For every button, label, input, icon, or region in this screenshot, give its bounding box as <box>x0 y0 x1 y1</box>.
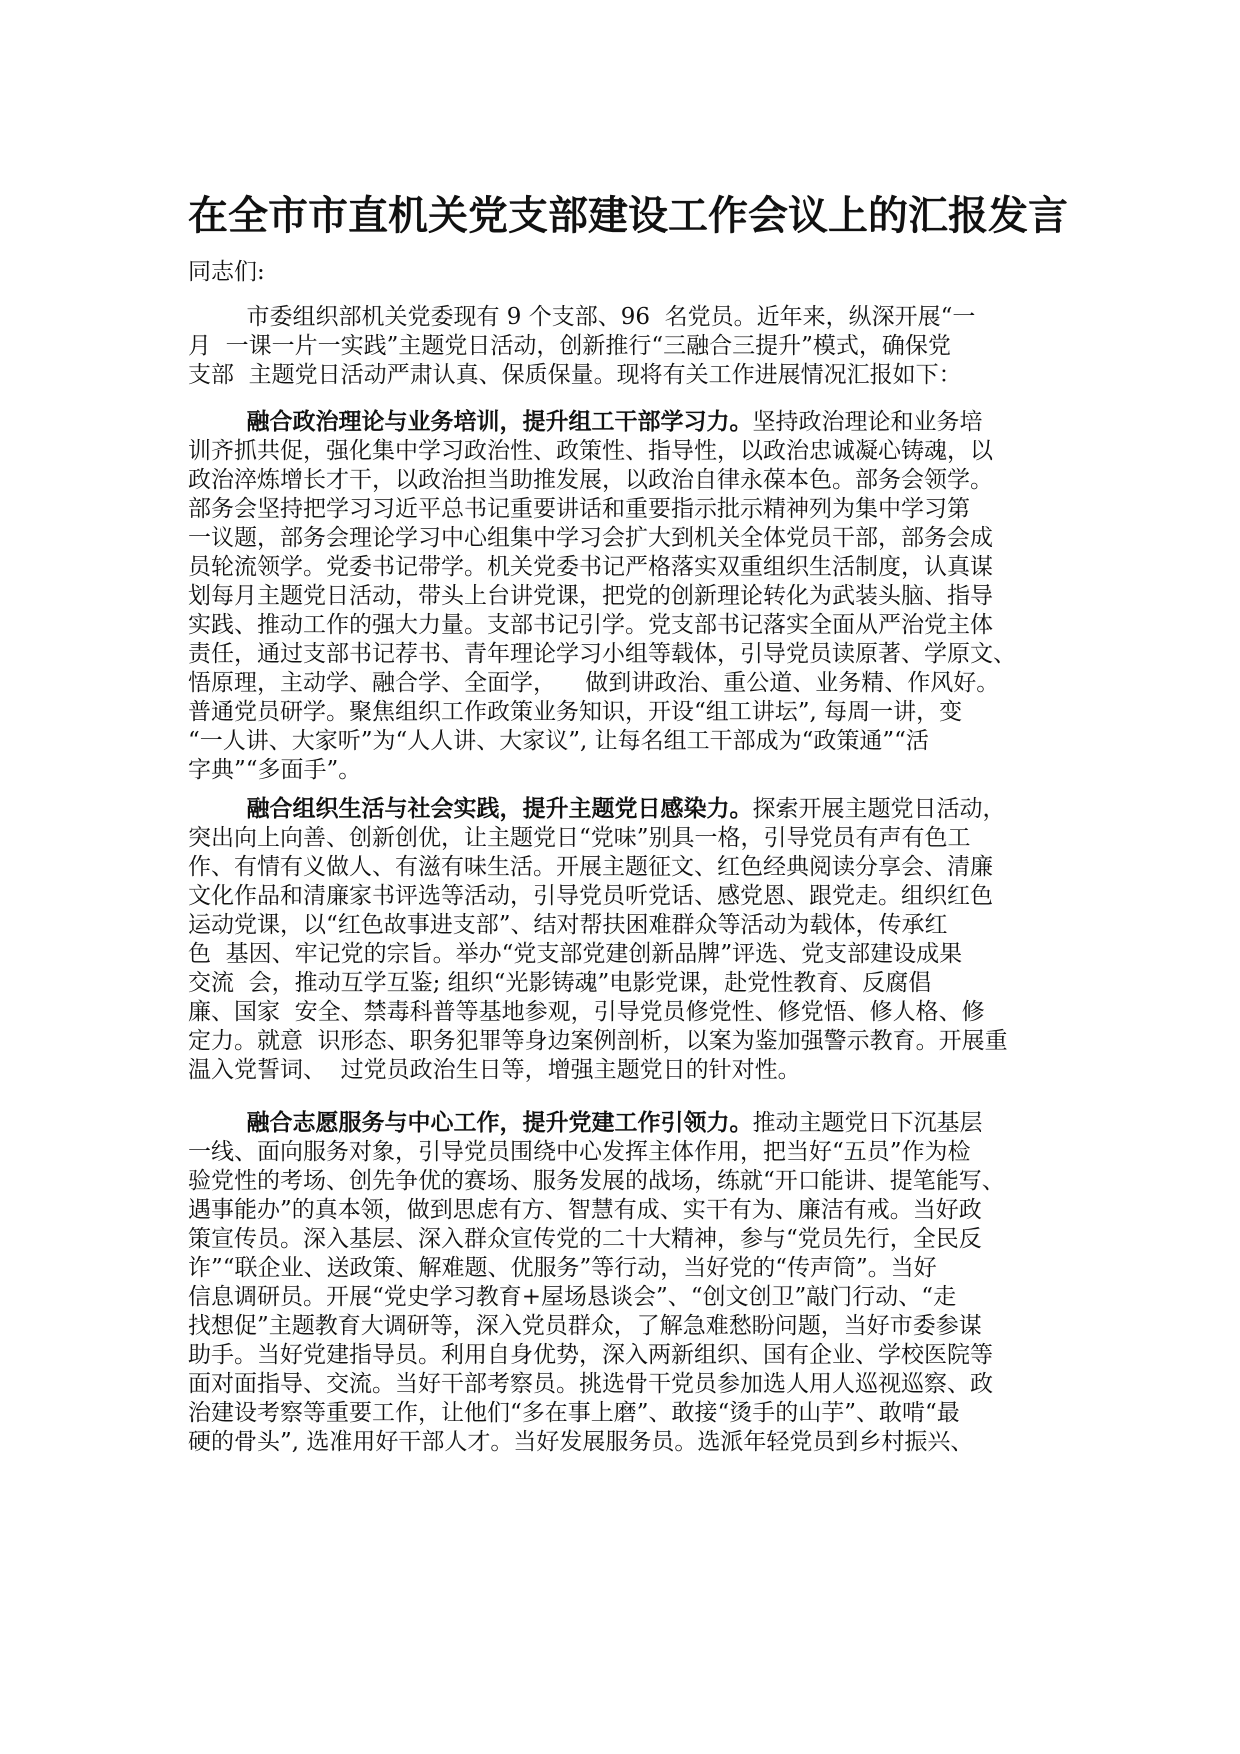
paragraph-line: 遇事能办”的真本领，做到思虑有方、智慧有成、实干有为、廉洁有戒。当好政 <box>188 1197 982 1223</box>
paragraph-line: 温入党誓词、 过党员政治生日等，增强主题党日的针对性。 <box>188 1057 801 1083</box>
paragraph-line: 定力。就意 识形态、职务犯罪等身边案例剖析，以案为鉴加强警示教育。开展重 <box>188 1028 1008 1054</box>
section-paragraph-3 <box>188 1108 1005 1457</box>
paragraph-line: 字典”“多面手”。 <box>188 757 362 783</box>
paragraph-line: 普通党员研学。聚焦组织工作政策业务知识，开设“组工讲坛”, 每周一讲，变 <box>188 699 963 725</box>
paragraph-line: 验党性的考场、创先争优的赛场、服务发展的战场，练就“开口能讲、提笔能写、 <box>188 1168 1005 1194</box>
section-paragraph-2 <box>188 794 1008 1085</box>
intro-line: 市委组织部机关党委现有 9 个支部、96 名党员。近年来，纵深开展“一 <box>188 304 976 330</box>
paragraph-line: 突出向上向善、创新创优，让主题党日“党味”别具一格，引导党员有声有色工 <box>188 825 971 851</box>
paragraph-line: 治建设考察等重要工作，让他们“多在事上磨”、敢接“烫手的山芋”、敢啃“最 <box>188 1400 960 1426</box>
paragraph-line: 实践、推动工作的强大力量。支部书记引学。党支部书记落实全面从严治党主体 <box>188 612 993 638</box>
paragraph-text: 坚持政治理论和业务培 <box>752 409 983 435</box>
paragraph-line: 文化作品和清廉家书评选等活动，引导党员听党话、感党恩、跟党走。组织红色 <box>188 883 993 909</box>
paragraph-line: 诈”“联企业、送政策、解难题、优服务”等行动，当好党的“传声筒”。当好 <box>188 1255 937 1281</box>
paragraph-line: 面对面指导、交流。当好干部考察员。挑选骨干党员参加选人用人巡视巡察、政 <box>188 1371 993 1397</box>
paragraph-line: 责任，通过支部书记荐书、青年理论学习小组等载体，引导党员读原著、学原文、 <box>188 641 1016 667</box>
paragraph-text: 推动主题党日下沉基层 <box>752 1110 983 1136</box>
paragraph-line: 助手。当好党建指导员。利用自身优势，深入两新组织、国有企业、学校医院等 <box>188 1342 993 1368</box>
section-heading: 融合政治理论与业务培训，提升组工干部学习力。 <box>246 408 753 435</box>
paragraph-line: 作、有情有义做人、有滋有味生活。开展主题征文、红色经典阅读分享会、清廉 <box>188 854 993 880</box>
paragraph-line: 政治淬炼增长才干，以政治担当助推发展，以政治自律永葆本色。部务会领学。 <box>188 467 993 493</box>
document-title: 在全市市直机关党支部建设工作会议上的汇报发言 <box>188 193 1068 239</box>
salutation: 同志们: <box>188 259 265 285</box>
paragraph-line: 信息调研员。开展“党史学习教育+屋场恳谈会”、“创文创卫”敲门行动、“走 <box>188 1284 957 1310</box>
paragraph-line: 廉、国家 安全、禁毒科普等基地参观，引导党员修党性、修党悟、修人格、修 <box>188 999 985 1025</box>
paragraph-line <box>188 407 1016 437</box>
paragraph-line: 部务会坚持把学习习近平总书记重要讲话和重要指示批示精神列为集中学习第 <box>188 496 970 522</box>
paragraph-line: 划每月主题党日活动，带头上台讲党课，把党的创新理论转化为武装头脑、指导 <box>188 583 993 609</box>
paragraph-line: 交流 会，推动互学互鉴; 组织“光影铸魂”电影党课，赴党性教育、反腐倡 <box>188 970 932 996</box>
paragraph-line: 悟原理，主动学、融合学、全面学， 做到讲政治、重公道、业务精、作风好。 <box>188 670 1000 696</box>
paragraph-line: 找想促”主题教育大调研等，深入党员群众，了解急难愁盼问题，当好市委参谋 <box>188 1313 982 1339</box>
intro-line: 月 一课一片一实践”主题党日活动，创新推行“三融合三提升”模式，确保党 <box>188 333 951 359</box>
paragraph-line: 色 基因、牢记党的宗旨。举办“党支部党建创新品牌”评选、党支部建设成果 <box>188 941 963 967</box>
paragraph-line: 训齐抓共促，强化集中学习政治性、政策性、指导性，以政治忠诚凝心铸魂，以 <box>188 438 993 464</box>
section-paragraph-1 <box>188 407 1016 785</box>
paragraph-line: 运动党课，以“红色故事进支部”、结对帮扶困难群众等活动为载体，传承红 <box>188 912 948 938</box>
paragraph-line <box>188 1108 1005 1138</box>
paragraph-line <box>188 794 1008 824</box>
paragraph-line: 员轮流领学。党委书记带学。机关党委书记严格落实双重组织生活制度，认真谋 <box>188 554 993 580</box>
intro-paragraph <box>188 303 975 390</box>
paragraph-line: 一议题，部务会理论学习中心组集中学习会扩大到机关全体党员干部，部务会成 <box>188 525 993 551</box>
paragraph-line: “一人讲、大家听”为“人人讲、大家议”, 让每名组工干部成为“政策通”“活 <box>188 728 929 754</box>
paragraph-text: 探索开展主题党日活动， <box>752 796 1006 822</box>
section-heading: 融合组织生活与社会实践，提升主题党日感染力。 <box>246 795 753 822</box>
section-heading: 融合志愿服务与中心工作，提升党建工作引领力。 <box>246 1109 753 1136</box>
intro-line: 支部 主题党日活动严肃认真、保质保量。现将有关工作进展情况汇报如下： <box>188 362 962 388</box>
paragraph-line: 策宣传员。深入基层、深入群众宣传党的二十大精神，参与“党员先行，全民反 <box>188 1226 982 1252</box>
paragraph-line: 硬的骨头”, 选准用好干部人才。当好发展服务员。选派年轻党员到乡村振兴、 <box>188 1429 974 1455</box>
paragraph-line: 一线、面向服务对象，引导党员围绕中心发挥主体作用，把当好“五员”作为检 <box>188 1139 971 1165</box>
